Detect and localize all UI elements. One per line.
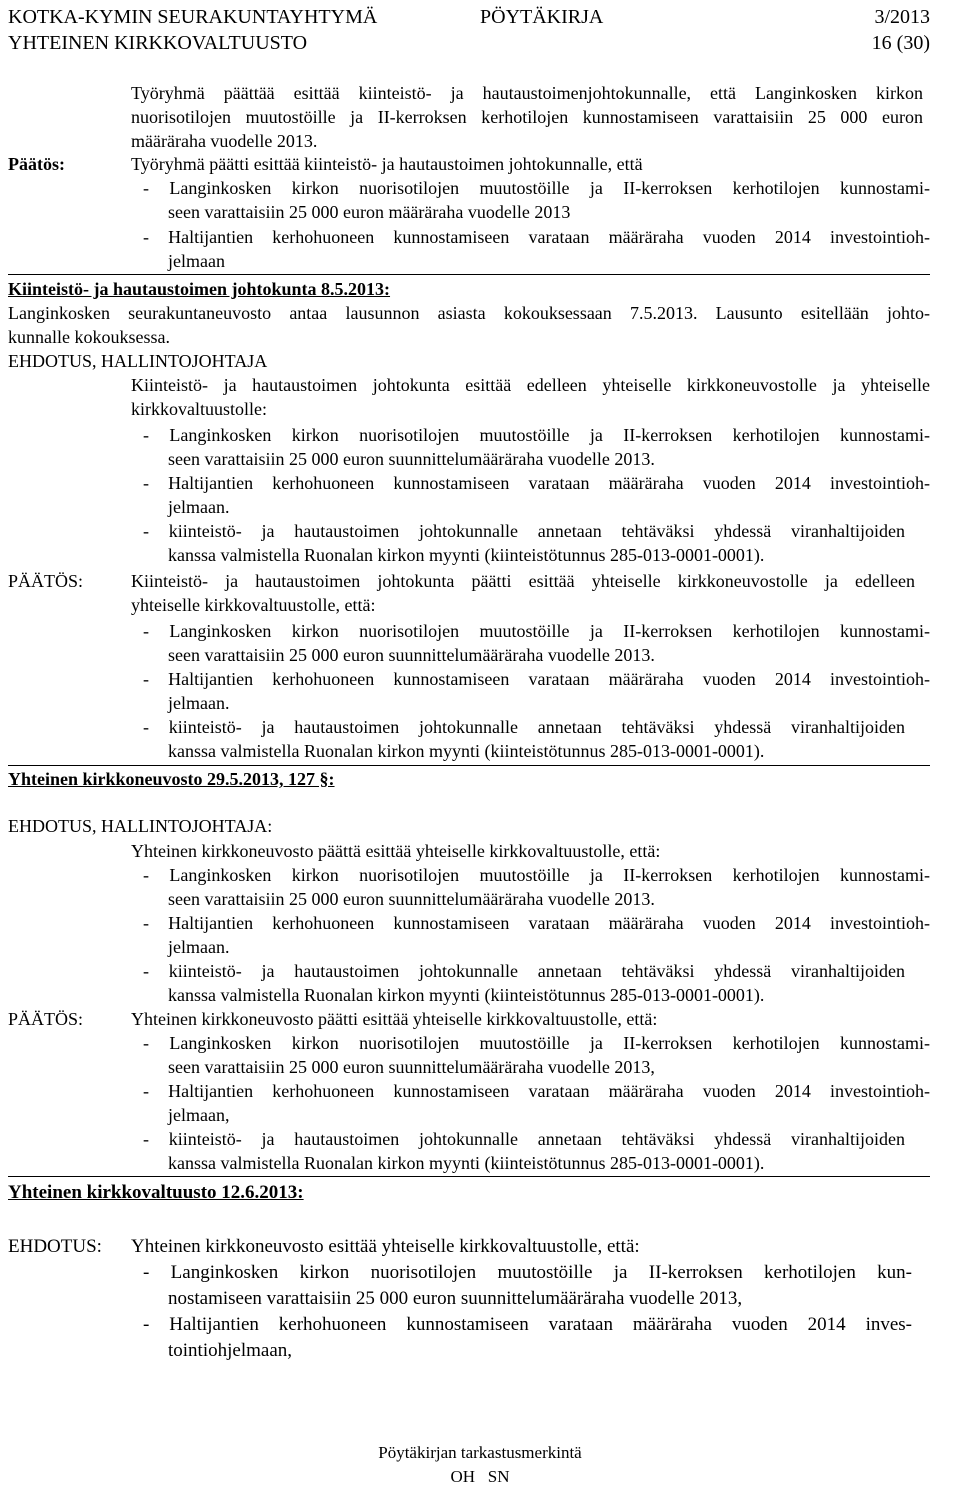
list-item-continuation: jelmaan, [168, 1105, 230, 1125]
list-item: - kiinteistö- ja hautaustoimen johtokunnalle annetaan tehtäväksi yhdessä viranhaltijoiden [143, 961, 905, 981]
text-line: Työryhmä päätti esittää kiinteistö- ja hautaustoimen johtokunnalle, että [131, 154, 643, 174]
text-line: määräraha vuodelle 2013. [131, 131, 318, 151]
text-line: Yhteinen kirkkoneuvosto päättä esittää yhteiselle kirkkovaltuustolle, että: [131, 841, 661, 861]
section-divider [8, 1176, 930, 1177]
list-item: - Haltijantien kerhohuoneen kunnostamiseen varataan määräraha vuoden 2014 inves- [143, 1314, 912, 1335]
text-line: Kiinteistö- ja hautaustoimen johtokunta esittää edelleen yhteiselle kirkkoneuvostolle ja yhteiselle [131, 375, 930, 395]
footer-check-label: Pöytäkirjan tarkastusmerkintä [378, 1443, 582, 1462]
list-item: - Haltijantien kerhohuoneen kunnostamiseen varataan määräraha vuoden 2014 investointioh- [143, 473, 930, 493]
list-item-continuation: seen varattaisiin 25 000 euron määräraha vuodelle 2013 [168, 202, 571, 222]
text-line: kirkkovaltuustolle: [131, 399, 267, 419]
section-divider [8, 274, 930, 275]
list-item-continuation: jelmaan. [168, 693, 230, 713]
body-name: YHTEINEN KIRKKOVALTUUSTO [8, 32, 308, 54]
list-item: - Haltijantien kerhohuoneen kunnostamiseen varataan määräraha vuoden 2014 investointioh- [143, 227, 930, 247]
org-name: KOTKA-KYMIN SEURAKUNTAYHTYMÄ [8, 6, 378, 28]
text-line: Langinkosken seurakuntaneuvosto antaa lausunnon asiasta kokouksessaan 7.5.2013. Lausunto esitellään johto- [8, 303, 930, 323]
list-item: - kiinteistö- ja hautaustoimen johtokunnalle annetaan tehtäväksi yhdessä viranhaltijoiden [143, 521, 905, 541]
text-line: yhteiselle kirkkovaltuustolle, että: [131, 595, 376, 615]
list-item: - Langinkosken kirkon nuorisotilojen muutostöille ja II-kerroksen kerhotilojen kunnostami- [143, 865, 930, 885]
decision-label: Päätös: [8, 154, 65, 174]
list-item: - kiinteistö- ja hautaustoimen johtokunnalle annetaan tehtäväksi yhdessä viranhaltijoiden [143, 717, 905, 737]
proposal-label: EHDOTUS: [8, 1236, 102, 1257]
list-item-continuation: kanssa valmistella Ruonalan kirkon myynti (kiinteistötunnus 285-013-0001-0001). [168, 545, 765, 565]
section-heading: Yhteinen kirkkoneuvosto 29.5.2013, 127 §: [8, 769, 335, 789]
list-item-continuation: seen varattaisiin 25 000 euron suunnittelumääräraha vuodelle 2013. [168, 449, 655, 469]
list-item: - Langinkosken kirkon nuorisotilojen muutostöille ja II-kerroksen kerhotilojen kunnostami- [143, 178, 930, 198]
list-item-continuation: seen varattaisiin 25 000 euron suunnittelumääräraha vuodelle 2013, [168, 1057, 655, 1077]
list-item-continuation: nostamiseen varattaisiin 25 000 euron suunnittelumääräraha vuodelle 2013, [168, 1288, 743, 1309]
text-line: Työryhmä päättää esittää kiinteistö- ja hautaustoimenjohtokunnalle, että Langinkosken kirkon [131, 83, 923, 103]
proposal-label: EHDOTUS, HALLINTOJOHTAJA: [8, 816, 273, 836]
footer-initials: OH SN [450, 1467, 510, 1486]
section-heading: Kiinteistö- ja hautaustoimen johtokunta 8.5.2013: [8, 279, 391, 299]
list-item-continuation: kanssa valmistella Ruonalan kirkon myynti (kiinteistötunnus 285-013-0001-0001). [168, 741, 765, 761]
list-item-continuation: kanssa valmistella Ruonalan kirkon myynti (kiinteistötunnus 285-013-0001-0001). [168, 1153, 765, 1173]
text-line: nuorisotilojen muutostöille ja II-kerroksen kerhotilojen kunnostamiseen varattaisiin 25 000 euron [131, 107, 923, 127]
list-item: - Langinkosken kirkon nuorisotilojen muutostöille ja II-kerroksen kerhotilojen kun- [143, 1262, 912, 1283]
document-type: PÖYTÄKIRJA [480, 6, 604, 28]
list-item-continuation: jelmaan. [168, 497, 230, 517]
list-item: - Langinkosken kirkon nuorisotilojen muutostöille ja II-kerroksen kerhotilojen kunnostami- [143, 1033, 930, 1053]
proposal-label: EHDOTUS, HALLINTOJOHTAJA [8, 351, 268, 371]
list-item: - Haltijantien kerhohuoneen kunnostamiseen varataan määräraha vuoden 2014 investointioh- [143, 1081, 930, 1101]
text-line: Yhteinen kirkkoneuvosto esittää yhteiselle kirkkovaltuustolle, että: [131, 1236, 640, 1257]
list-item-continuation: jelmaan [168, 251, 225, 271]
decision-label: PÄÄTÖS: [8, 1009, 84, 1029]
section-heading: Yhteinen kirkkovaltuusto 12.6.2013: [8, 1182, 304, 1203]
list-item: - Langinkosken kirkon nuorisotilojen muutostöille ja II-kerroksen kerhotilojen kunnostami- [143, 425, 930, 445]
text-line: kunnalle kokouksessa. [8, 327, 170, 347]
section-divider [8, 765, 930, 766]
list-item-continuation: kanssa valmistella Ruonalan kirkon myynti (kiinteistötunnus 285-013-0001-0001). [168, 985, 765, 1005]
list-item: - kiinteistö- ja hautaustoimen johtokunnalle annetaan tehtäväksi yhdessä viranhaltijoiden [143, 1129, 905, 1149]
list-item-continuation: seen varattaisiin 25 000 euron suunnittelumääräraha vuodelle 2013. [168, 645, 655, 665]
list-item-continuation: tointiohjelmaan, [168, 1340, 293, 1361]
text-line: Yhteinen kirkkoneuvosto päätti esittää yhteiselle kirkkovaltuustolle, että: [131, 1009, 658, 1029]
header-row-1 [8, 6, 930, 29]
list-item-continuation: jelmaan. [168, 937, 230, 957]
list-item: - Haltijantien kerhohuoneen kunnostamiseen varataan määräraha vuoden 2014 investointioh- [143, 913, 930, 933]
list-item: - Haltijantien kerhohuoneen kunnostamiseen varataan määräraha vuoden 2014 investointioh- [143, 669, 930, 689]
header-row-2 [8, 32, 930, 55]
page-number: 16 (30) [871, 32, 930, 54]
document-number: 3/2013 [874, 6, 930, 28]
text-line: Kiinteistö- ja hautaustoimen johtokunta päätti esittää yhteiselle kirkkoneuvostolle ja edelleen [131, 571, 915, 591]
decision-label: PÄÄTÖS: [8, 571, 84, 591]
list-item: - Langinkosken kirkon nuorisotilojen muutostöille ja II-kerroksen kerhotilojen kunnostami- [143, 621, 930, 641]
list-item-continuation: seen varattaisiin 25 000 euron suunnittelumääräraha vuodelle 2013. [168, 889, 655, 909]
